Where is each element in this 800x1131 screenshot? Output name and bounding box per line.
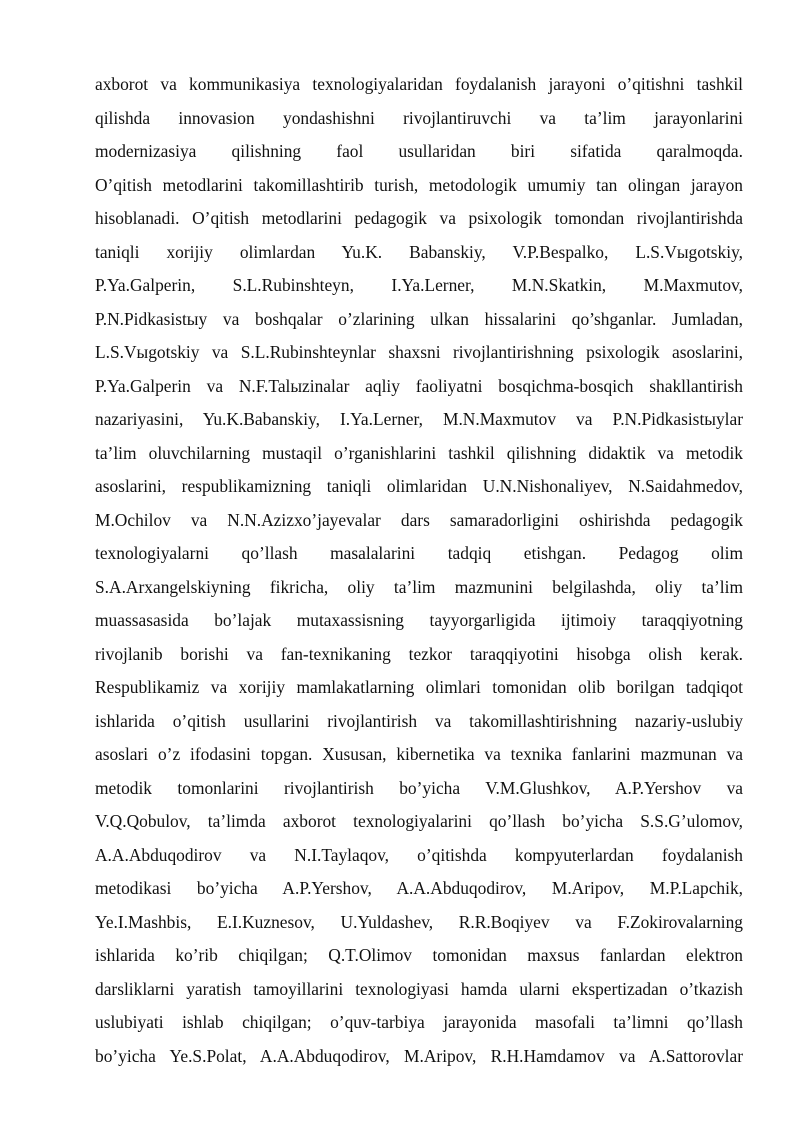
text-line: ishlarida o’qitish usullarini rivojlantirish va takomillashtirishning nazariy-uslubiy [95,710,743,731]
document-page [95,68,743,1073]
text-line: Ye.I.Mashbis, E.I.Kuznesov, U.Yuldashev, R.R.Boqiyev va F.Zokirovalarning [95,911,743,932]
text-line: S.A.Arxangelskiyning fikricha, oliy ta’lim mazmunini belgilashda, oliy ta’lim [95,576,743,597]
text-line: darsliklarni yaratish tamoyillarini texnologiyasi hamda ularni ekspertizadan o’tkazish [95,978,743,999]
text-line: muassasasida bo’lajak mutaxassisning tayyorgarligida ijtimoiy taraqqiyotning [95,610,743,630]
text-line: nazariyasini, Yu.K.Babanskiy, I.Ya.Lerner, M.N.Maxmutov va P.N.Pidkasistыylar [95,409,743,429]
text-line: taniqli xorijiy olimlardan Yu.K. Babanskiy, V.P.Bespalko, L.S.Vыgotskiy, [95,241,743,262]
text-line: ta’lim oluvchilarning mustaqil o’rganishlarini tashkil qilishning didaktik va metodik [95,442,743,463]
text-line: texnologiyalarni qo’llash masalalarini tadqiq etishgan. Pedagog olim [95,543,743,563]
text-line: asoslari o’z ifodasini topgan. Xususan, kibernetika va texnika fanlarini mazmunan va [95,744,743,764]
text-line: metodik tomonlarini rivojlantirish bo’yicha V.M.Glushkov, A.P.Yershov va [95,777,743,798]
text-line: asoslarini, respublikamizning taniqli olimlaridan U.N.Nishonaliyev, N.Saidahmedov, [95,476,743,496]
text-line: hisoblanadi. O’qitish metodlarini pedagogik va psixologik tomondan rivojlantirishda [95,208,743,228]
text-line: ishlarida ko’rib chiqilgan; Q.T.Olimov tomonidan maxsus fanlardan elektron [95,945,743,965]
text-line: A.A.Abduqodirov va N.I.Taylaqov, o’qitishda kompyuterlardan foydalanish [95,844,743,865]
text-line: P.N.Pidkasistыy va boshqalar o’zlarining ulkan hissalarini qo’shganlar. Jumladan, [95,308,743,329]
text-line: L.S.Vыgotskiy va S.L.Rubinshteynlar shaxsni rivojlantirishning psixologik asoslarini, [95,342,743,362]
text-line: qilishda innovasion yondashishni rivojlantiruvchi va ta’lim jarayonlarini [95,107,743,128]
text-line: axborot va kommunikasiya texnologiyalaridan foydalanish jarayoni o’qitishni tashkil [95,74,743,94]
text-line: modernizasiya qilishning faol usullaridan biri sifatida qaralmoqda. [95,141,743,161]
text-line: uslubiyati ishlab chiqilgan; o’quv-tarbiya jarayonida masofali ta’limni qo’llash [95,1012,743,1032]
text-line: P.Ya.Galperin va N.F.Talыzinalar aqliy faoliyatni bosqichma-bosqich shakllantirish [95,375,743,396]
text-line: M.Ochilov va N.N.Azizxo’jayevalar dars samaradorligini oshirishda pedagogik [95,509,743,530]
text-line: metodikasi bo’yicha A.P.Yershov, A.A.Abduqodirov, M.Aripov, M.P.Lapchik, [95,878,743,898]
text-line: P.Ya.Galperin, S.L.Rubinshteyn, I.Ya.Lerner, M.N.Skatkin, M.Maxmutov, [95,275,743,295]
text-line: V.Q.Qobulov, ta’limda axborot texnologiyalarini qo’llash bo’yicha S.S.G’ulomov, [95,811,743,831]
text-line: O’qitish metodlarini takomillashtirib turish, metodologik umumiy tan olingan jarayon [95,174,743,195]
text-line: bo’yicha Ye.S.Polat, A.A.Abduqodirov, M.Aripov, R.H.Hamdamov va A.Sattorovlar [95,1045,743,1066]
text-line: Respublikamiz va xorijiy mamlakatlarning olimlari tomonidan olib borilgan tadqiqot [95,677,743,697]
text-line: rivojlanib borishi va fan-texnikaning tezkor taraqqiyotini hisobga olish kerak. [95,643,743,664]
